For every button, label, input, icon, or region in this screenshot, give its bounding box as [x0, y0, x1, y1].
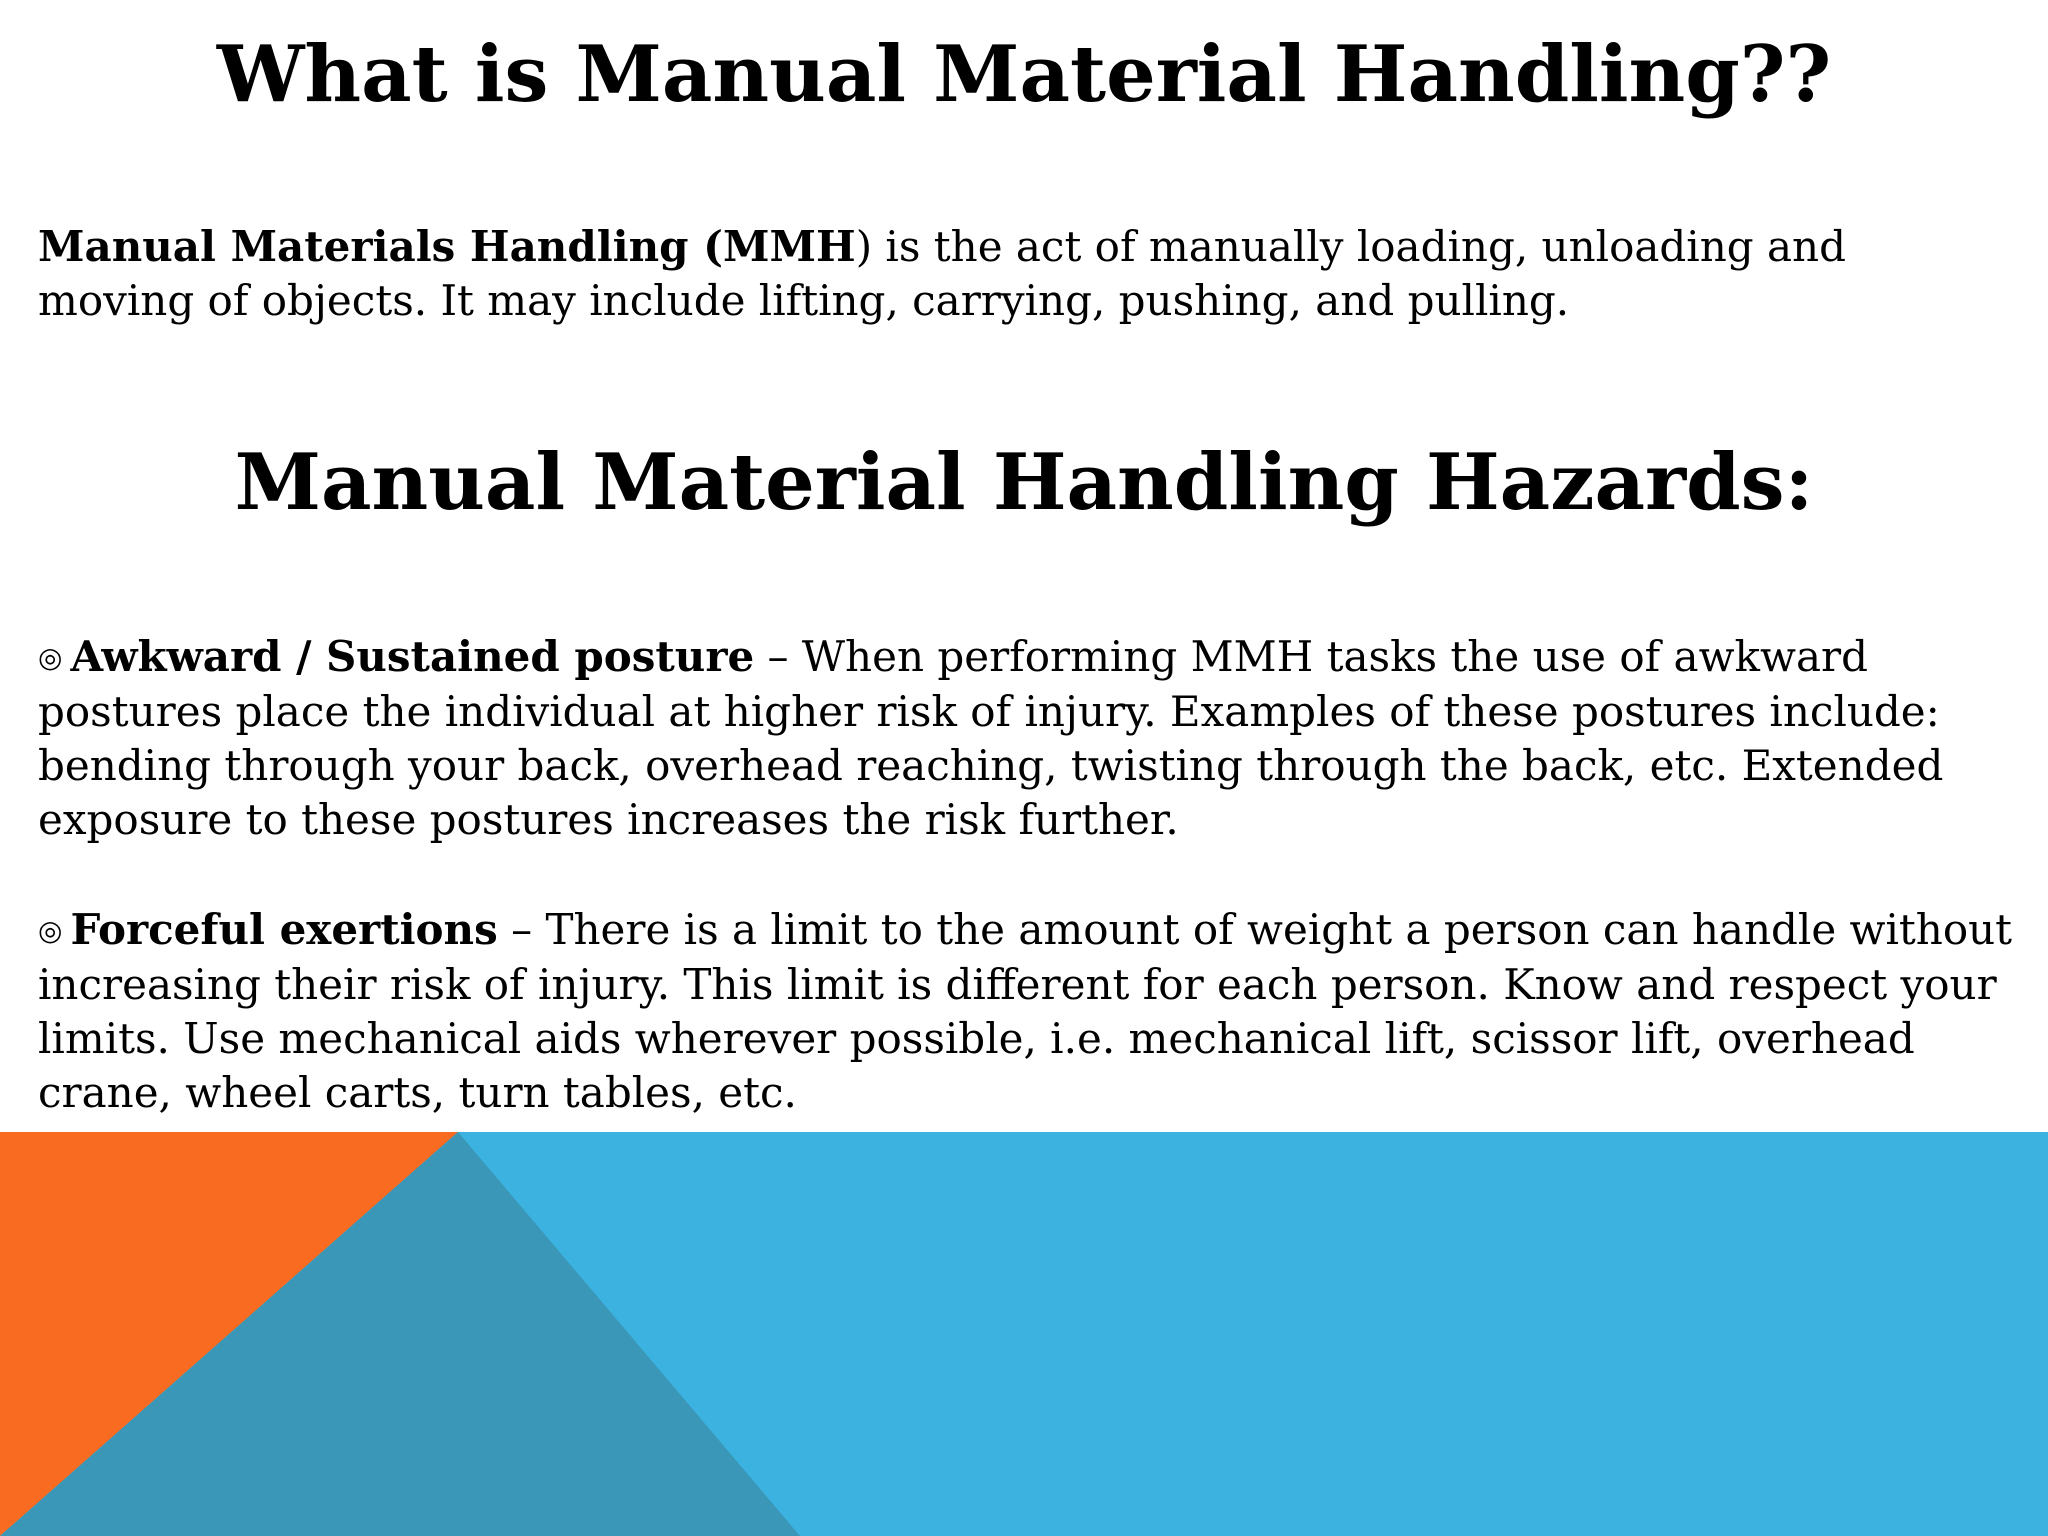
page-title: What is Manual Material Handling?? — [216, 29, 1832, 120]
hazards-title: Manual Material Handling Hazards: — [234, 437, 1814, 528]
decorative-footer-band — [0, 1132, 2048, 1536]
bullet-icon: ◎ — [38, 914, 63, 947]
intro-paragraph — [38, 220, 2013, 328]
hazard-text: – When performing MMH tasks the use of awkward postures place the individual at higher risk of injury. Examples of these postures include: bending through your back, overhead reaching, twisting through the back, etc. Extended exposure to these postures increases the risk further. — [38, 632, 1944, 844]
hazard-term: Awkward / Sustained posture — [70, 632, 755, 681]
hazard-item-awkward-posture — [38, 630, 2013, 847]
hazard-term: Forceful exertions — [70, 905, 498, 954]
decorative-shapes — [0, 1132, 2048, 1536]
intro-term: Manual Materials Handling (MMH — [38, 222, 856, 271]
hazard-item-forceful-exertions — [38, 903, 2013, 1120]
bullet-icon: ◎ — [38, 641, 63, 674]
hazard-text: – There is a limit to the amount of weight a person can handle without increasing their risk of injury. This limit is different for each person. Know and respect your limits. Use mechanical aids wherever possible, i.e. mechanical lift, scissor lift, overhead crane, wheel carts, turn tables, etc. — [38, 905, 2013, 1117]
intro-text: ) is the act of manually loading, unloading and moving of objects. It may include lifting, carrying, pushing, and pulling. — [38, 222, 1846, 325]
